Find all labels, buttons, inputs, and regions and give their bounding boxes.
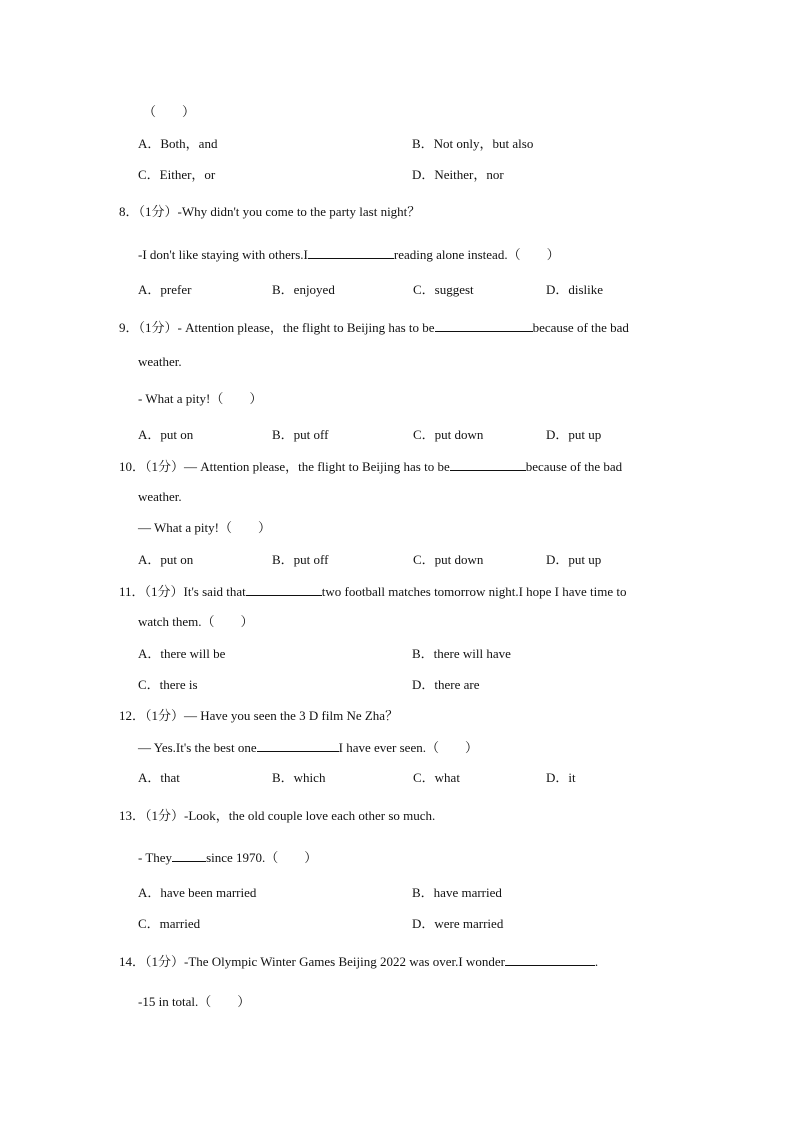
q9-line3: - What a pity!（ ） [138, 391, 263, 406]
q10-stem-pre: 10．（1分）— Attention please，the flight to Beijing has to be [119, 459, 450, 474]
q9-stem-pre: 9．（1分）- Attention please，the flight to Beijing has to be [119, 320, 435, 335]
q9-line2: weather. [138, 354, 182, 369]
q11-stem-post: two football matches tomorrow night.I hope I have time to [321, 584, 627, 599]
q11-answer-blank[interactable] [246, 583, 322, 596]
q10-answer-blank[interactable] [450, 458, 526, 471]
q10-option-b[interactable]: B．put off [272, 552, 329, 567]
q8-line2 [138, 246, 560, 263]
q10-line3: — What a pity!（ ） [138, 520, 271, 535]
q7-option-c[interactable]: C．Either，or [138, 167, 216, 182]
q9-option-a[interactable]: A．put on [138, 427, 194, 442]
q8-option-b[interactable]: B．enjoyed [272, 282, 335, 297]
q14-line2: -15 in total.（ ） [138, 994, 251, 1009]
q7-answer-paren: （ ） [143, 104, 196, 119]
q8-answer-blank[interactable] [308, 246, 394, 259]
q13-option-a[interactable]: A．have been married [138, 885, 257, 900]
q9-option-d[interactable]: D．put up [546, 427, 602, 442]
q13-option-b[interactable]: B．have married [412, 885, 502, 900]
q11-option-c[interactable]: C．there is [138, 677, 198, 692]
q11-stem-pre: 11．（1分）It's said that [119, 584, 246, 599]
q12-option-d[interactable]: D．it [546, 770, 576, 785]
q13-line2-pre: - They [138, 850, 173, 865]
q12-answer-blank[interactable] [257, 739, 339, 752]
q7-option-b[interactable]: B．Not only，but also [412, 136, 534, 151]
q7-option-d[interactable]: D．Neither，nor [412, 167, 504, 182]
q11-line2: watch them.（ ） [138, 614, 254, 629]
q12-line2-post: I have ever seen.（ ） [338, 740, 478, 755]
q13-option-d[interactable]: D．were married [412, 916, 504, 931]
q13-line2 [138, 849, 317, 866]
q10-option-a[interactable]: A．put on [138, 552, 194, 567]
q13-stem: 13．（1分）-Look，the old couple love each other so much. [119, 808, 436, 823]
q8-option-d[interactable]: D．dislike [546, 282, 604, 297]
q9-stem-post: because of the bad [532, 320, 629, 335]
q12-line2-pre: — Yes.It's the best one [138, 740, 257, 755]
q9-answer-blank[interactable] [435, 319, 533, 332]
q9-stem [119, 319, 629, 336]
q12-line2 [138, 739, 478, 756]
q14-stem-pre: 14．（1分）-The Olympic Winter Games Beijing 2022 was over.I wonder [119, 954, 505, 969]
q13-answer-blank[interactable] [172, 849, 206, 862]
q11-option-b[interactable]: B．there will have [412, 646, 511, 661]
q13-line2-post: since 1970.（ ） [206, 850, 318, 865]
q12-option-b[interactable]: B．which [272, 770, 326, 785]
q14-stem [119, 953, 598, 970]
q8-line2-post: reading alone instead.（ ） [393, 247, 560, 262]
q9-option-c[interactable]: C．put down [413, 427, 484, 442]
q11-stem [119, 583, 627, 600]
q13-option-c[interactable]: C．married [138, 916, 201, 931]
q8-option-c[interactable]: C．suggest [413, 282, 474, 297]
q10-stem [119, 458, 622, 475]
q10-line2: weather. [138, 489, 182, 504]
q8-stem: 8．（1分）-Why didn't you come to the party last night？ [119, 204, 421, 219]
q14-answer-blank[interactable] [505, 953, 595, 966]
q11-option-a[interactable]: A．there will be [138, 646, 226, 661]
q7-option-a[interactable]: A．Both，and [138, 136, 218, 151]
q10-stem-post: because of the bad [525, 459, 623, 474]
q14-stem-post: . [594, 954, 599, 969]
q9-option-b[interactable]: B．put off [272, 427, 329, 442]
q10-option-d[interactable]: D．put up [546, 552, 602, 567]
q12-option-a[interactable]: A．that [138, 770, 180, 785]
q12-stem: 12．（1分）— Have you seen the 3 D film Ne Zha？ [119, 708, 399, 723]
q8-option-a[interactable]: A．prefer [138, 282, 192, 297]
q8-line2-pre: -I don't like staying with others.I [138, 247, 308, 262]
q12-option-c[interactable]: C．what [413, 770, 460, 785]
q11-option-d[interactable]: D．there are [412, 677, 480, 692]
q10-option-c[interactable]: C．put down [413, 552, 484, 567]
